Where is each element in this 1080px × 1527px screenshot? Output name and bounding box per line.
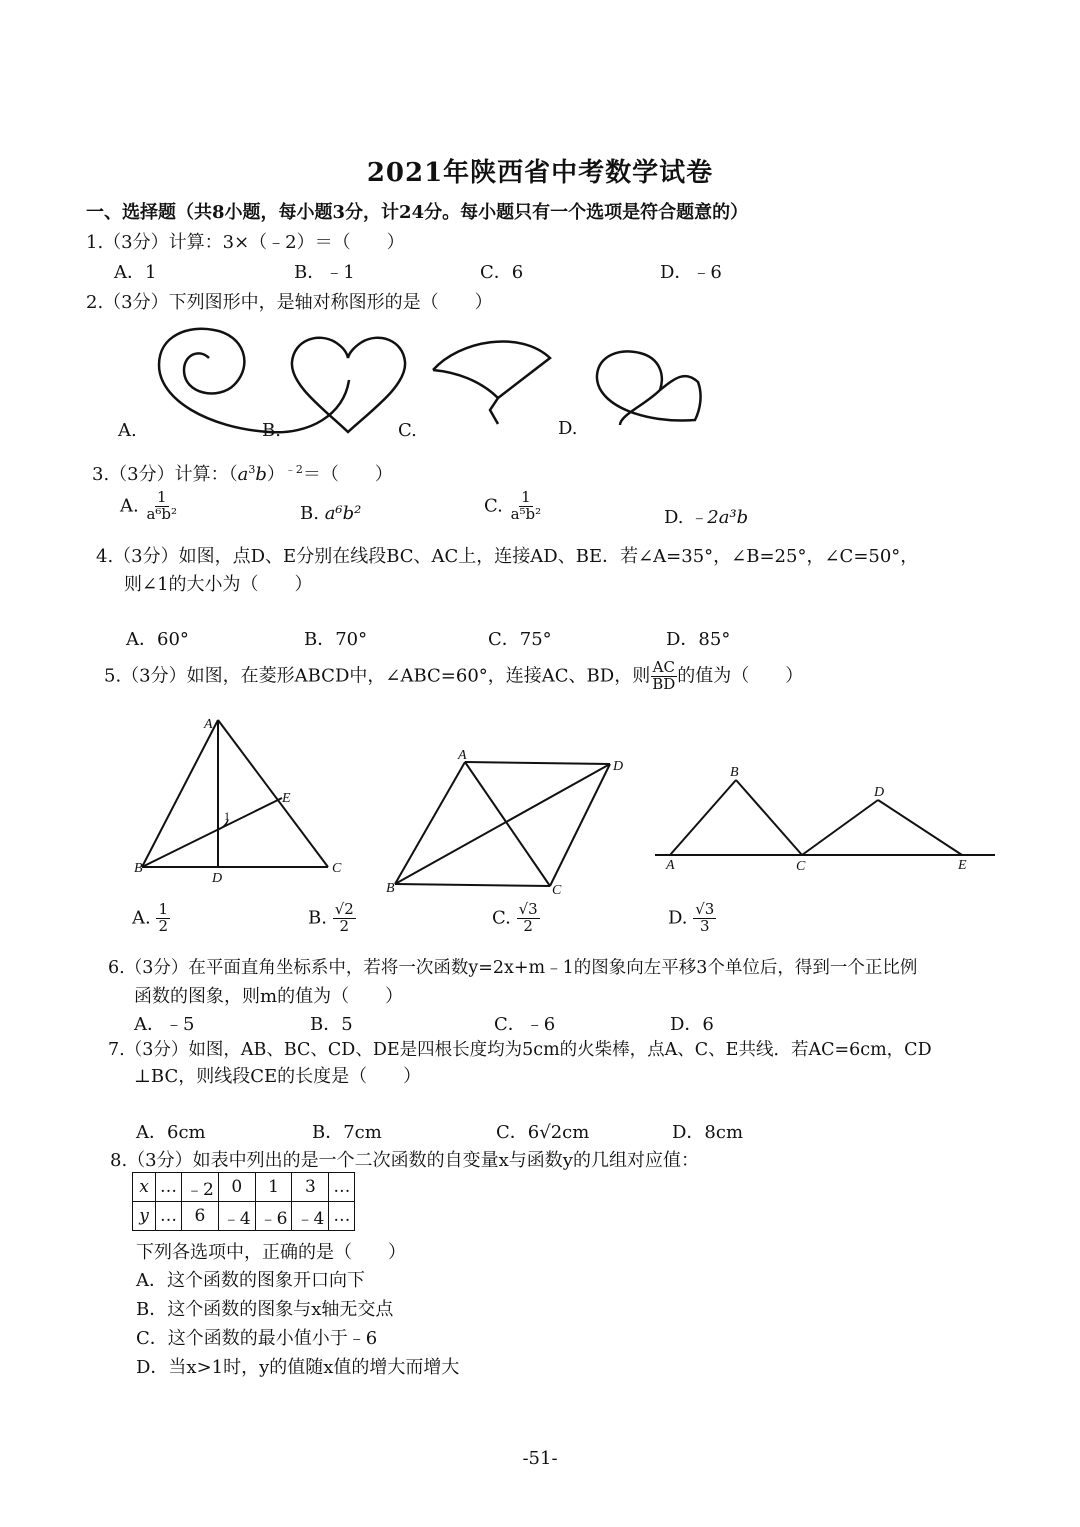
fig3-label-b: B [730,765,739,780]
section-heading: 一、选择题（共8小题，每小题3分，计24分。每小题只有一个选项是符合题意的） [86,202,749,223]
q3-b-value: a⁶b² [324,503,362,524]
fig1-label-e: E [282,791,291,806]
q1-stem: 1.（3分）计算：3×（﹣2）＝（ ） [86,232,405,253]
q1-option-b: B．﹣1 [294,262,355,283]
q2-figures [100,320,740,450]
fig2-label-c: C [552,883,562,898]
q7-option-c: C．6√2cm [496,1122,590,1143]
table-cell: 6 [182,1202,219,1231]
page-title: 2021年陕西省中考数学试卷 [366,158,714,188]
q3-b-label: B. [300,503,319,524]
q6-stem-line2: 函数的图象，则m的值为（ ） [134,986,404,1007]
page-number: -51- [522,1448,558,1469]
q1-option-a: A．1 [114,262,157,283]
q7-stem-line1: 7.（3分）如图，AB、BC、CD、DE是四根长度均为5cm的火柴棒，点A、C、E共线．若AC=6cm，CD [108,1040,932,1060]
q5-a-num: 1 [158,900,169,918]
q3-paren: ） [266,464,285,485]
q3-option-d [664,503,748,529]
q5-option-d [668,902,716,935]
q3-c-label: C. [484,495,503,517]
q5-b-num: √2 [334,900,354,918]
fig3-label-c: C [796,859,806,874]
q7-option-a: A．6cm [136,1122,206,1143]
rhombus-figure [395,762,610,886]
q3-option-a [120,490,179,523]
fig1-label-a: A [204,717,213,732]
q3-exp-3: 3 [248,463,256,476]
q3-c-num: 1 [521,488,531,506]
figures-row [120,712,1020,902]
q5-b-fraction [333,902,356,935]
q3-var-b: b [255,464,267,485]
table-cell: … [156,1202,182,1231]
fig1-label-c: C [332,861,342,876]
matchstick-figure [655,780,995,855]
fig2-label-d: D [613,759,624,774]
q5-frac-den: BD [652,674,676,693]
q4-option-b: B．70° [304,629,368,650]
table-cell: ﹣4 [218,1202,255,1231]
q3-stem [92,460,393,486]
q5-fraction [650,660,677,693]
table-cell: 3 [292,1173,329,1202]
q2-option-b: B. [262,420,281,441]
comma-figure [597,351,701,425]
table-cell: … [156,1173,182,1202]
q4-option-c: C．75° [488,629,552,650]
q7-option-b: B．7cm [312,1122,382,1143]
q5-c-den: 2 [523,916,533,935]
q5-b-label: B. [308,907,327,929]
q5-b-den: 2 [339,916,350,935]
table-row [133,1202,355,1231]
triangle-figure [142,720,328,867]
q8-value-table [132,1172,355,1231]
fig2-label-a: A [458,748,467,763]
q7-stem-line2: ⊥BC，则线段CE的长度是（ ） [134,1066,422,1087]
fig3-label-d: D [874,785,885,800]
q4-stem-line1: 4.（3分）如图，点D、E分别在线段BC、AC上，连接AD、BE．若∠A=35°，∠B=25°，∠C=50°， [96,546,919,567]
q2-option-a: A. [118,420,137,441]
q5-frac-num: AC [652,658,675,676]
q3-stem-end: ＝（ ） [302,464,393,485]
q5-d-fraction [693,902,716,935]
q3-c-fraction [509,490,544,523]
q5-c-label: C. [492,907,511,929]
table-cell: … [329,1173,355,1202]
q8-option-b: B．这个函数的图象与x轴无交点 [136,1299,394,1320]
q1-option-d: D．﹣6 [660,262,722,283]
q2-stem: 2.（3分）下列图形中，是轴对称图形的是（ ） [86,292,493,313]
q3-option-b [300,503,361,524]
q5-stem-end: 的值为（ ） [677,665,804,687]
q5-stem [104,660,803,693]
q8-prompt: 下列各选项中，正确的是（ ） [136,1242,406,1263]
q3-var-a: a [237,464,249,485]
q8-stem: 8.（3分）如表中列出的是一个二次函数的自变量x与函数y的几组对应值： [110,1150,699,1171]
q5-d-num: √3 [695,900,715,918]
table-cell: ﹣6 [255,1202,292,1231]
q6-option-b: B．5 [310,1014,353,1035]
q5-c-num: √3 [518,900,538,918]
q2-option-c: C. [398,420,417,441]
table-cell: 1 [255,1173,292,1202]
q3-exponent: ﹣2 [284,463,303,476]
q5-c-fraction [517,902,540,935]
q1-option-c: C．6 [480,262,524,283]
q3-a-den: a⁶b² [146,504,178,523]
q4-option-a: A．60° [126,629,189,650]
q3-a-fraction [144,490,179,523]
q5-d-den: 3 [700,916,710,935]
q4-option-d: D．85° [666,629,731,650]
q4-stem-line2: 则∠1的大小为（ ） [124,574,313,595]
fig3-label-a: A [666,858,675,873]
table-row [133,1173,355,1202]
table-cell: y [133,1202,156,1231]
q3-option-c [484,490,543,523]
fig2-label-b: B [386,881,395,896]
table-cell: ﹣4 [292,1202,329,1231]
q6-option-a: A．﹣5 [134,1014,195,1035]
q5-a-fraction [156,902,170,935]
q2-option-d: D. [558,418,578,439]
q8-option-c: C．这个函数的最小值小于﹣6 [136,1328,378,1349]
table-cell: ﹣2 [182,1173,219,1202]
fan-figure [433,341,550,424]
table-cell: 0 [218,1173,255,1202]
q5-d-label: D. [668,907,688,929]
q6-option-d: D．6 [670,1014,714,1035]
q5-stem-text: 5.（3分）如图，在菱形ABCD中，∠ABC=60°，连接AC、BD，则 [104,665,651,687]
q3-a-num: 1 [156,488,167,506]
table-cell: x [133,1173,156,1202]
q3-d-value: ﹣2a³b [689,507,749,528]
fig1-label-b: B [134,861,143,876]
q3-d-label: D. [664,507,684,528]
q5-option-a [132,902,170,935]
q3-a-label: A. [120,495,139,517]
q6-stem-line1: 6.（3分）在平面直角坐标系中，若将一次函数y=2x+m﹣1的图象向左平移3个单位后，得到一个正比例 [108,958,918,978]
spiral-figure [159,329,349,433]
fig3-label-e: E [958,858,967,873]
q3-c-den: a⁵b² [510,504,542,523]
q8-option-a: A．这个函数的图象开口向下 [136,1270,365,1291]
q5-option-c [492,902,540,935]
q7-option-d: D．8cm [672,1122,744,1143]
q3-stem-text: 3.（3分）计算：（ [92,464,238,485]
q6-option-c: C．﹣6 [494,1014,556,1035]
q8-option-d: D．当x>1时，y的值随x值的增大而增大 [136,1357,460,1378]
fig1-label-d: D [212,871,223,886]
q5-a-den: 2 [158,916,169,935]
q5-a-label: A. [132,907,151,929]
q5-option-b [308,902,356,935]
table-cell: … [329,1202,355,1231]
fig1-label-1: 1 [224,809,230,823]
q8-value-table-wrap [132,1172,355,1231]
